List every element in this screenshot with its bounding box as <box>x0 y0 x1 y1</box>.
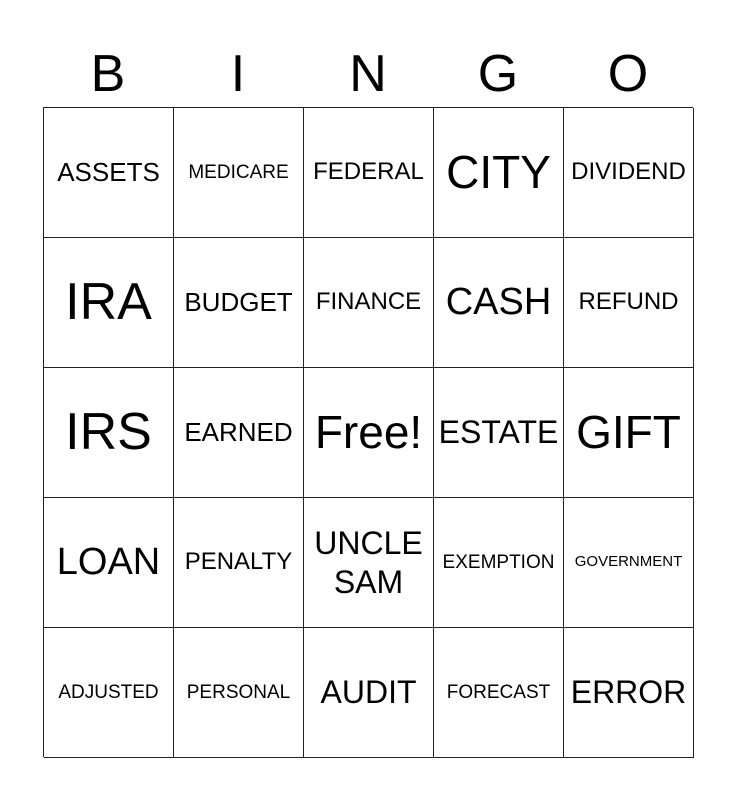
bingo-cell-r2-c1[interactable] <box>44 238 174 368</box>
bingo-cell-r2-c4[interactable] <box>434 238 564 368</box>
bingo-cell-r4-c1[interactable] <box>44 498 174 628</box>
free-space-label: Free! <box>314 405 423 458</box>
bingo-cell-r2-c5[interactable] <box>564 238 694 368</box>
cell-label: AUDIT <box>320 673 417 710</box>
bingo-cell-r1-c3[interactable] <box>304 108 434 238</box>
cell-label: PERSONAL <box>186 681 291 703</box>
cell-label: CITY <box>446 145 551 198</box>
bingo-cell-r4-c3[interactable] <box>304 498 434 628</box>
cell-label: GOVERNMENT <box>574 553 683 571</box>
header-letter-g: G <box>477 45 519 103</box>
bingo-cell-r3-c4[interactable] <box>434 368 564 498</box>
bingo-cell-r1-c2[interactable] <box>174 108 304 238</box>
bingo-cell-r4-c4[interactable] <box>434 498 564 628</box>
cell-label: PENALTY <box>184 548 293 576</box>
cell-label: DIVIDEND <box>571 158 686 186</box>
bingo-cell-r1-c1[interactable] <box>44 108 174 238</box>
bingo-cell-r5-c3[interactable] <box>304 628 434 758</box>
cell-label: REFUND <box>578 288 679 316</box>
bingo-cell-r5-c5[interactable] <box>564 628 694 758</box>
bingo-cell-r3-c5[interactable] <box>564 368 694 498</box>
bingo-cell-r1-c5[interactable] <box>564 108 694 238</box>
bingo-cell-r5-c2[interactable] <box>174 628 304 758</box>
cell-label: GIFT <box>576 405 681 458</box>
bingo-cell-r3-c1[interactable] <box>44 368 174 498</box>
bingo-cell-r2-c3[interactable] <box>304 238 434 368</box>
bingo-cell-r4-c5[interactable] <box>564 498 694 628</box>
cell-label: EARNED <box>184 416 293 447</box>
bingo-grid <box>43 107 693 757</box>
cell-label: UNCLE SAM <box>314 525 423 600</box>
cell-label: FORECAST <box>446 681 551 703</box>
header-letter-o: O <box>607 45 649 103</box>
bingo-header <box>43 44 693 104</box>
cell-label: MEDICARE <box>188 161 289 183</box>
cell-label: ADJUSTED <box>58 681 159 703</box>
bingo-cell-r5-c1[interactable] <box>44 628 174 758</box>
cell-label: ERROR <box>570 673 687 710</box>
bingo-cell-r1-c4[interactable] <box>434 108 564 238</box>
bingo-cell-r3-c2[interactable] <box>174 368 304 498</box>
cell-label: FEDERAL <box>313 158 424 186</box>
header-letter-i: I <box>230 45 246 103</box>
header-letter-n: N <box>349 45 387 103</box>
bingo-cell-r3-c3[interactable] <box>304 368 434 498</box>
cell-label: IRS <box>65 403 152 462</box>
cell-label: IRA <box>65 273 152 332</box>
cell-label: BUDGET <box>184 286 293 317</box>
header-letter-b: B <box>90 45 126 103</box>
bingo-cell-r5-c4[interactable] <box>434 628 564 758</box>
cell-label: FINANCE <box>315 288 422 316</box>
cell-label: ASSETS <box>57 156 160 187</box>
cell-label: LOAN <box>56 541 161 584</box>
cell-label: CASH <box>445 281 552 324</box>
bingo-cell-r4-c2[interactable] <box>174 498 304 628</box>
bingo-cell-r2-c2[interactable] <box>174 238 304 368</box>
cell-label: ESTATE <box>438 413 559 450</box>
cell-label: EXEMPTION <box>442 551 555 573</box>
